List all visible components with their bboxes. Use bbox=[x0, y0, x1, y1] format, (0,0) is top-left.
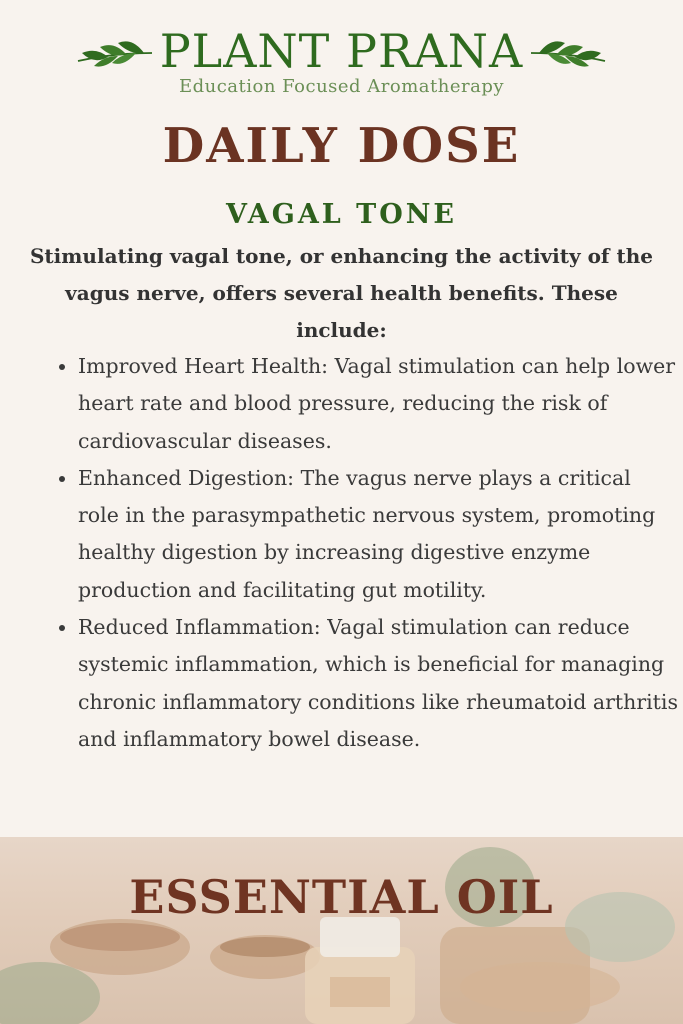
page-heading: DAILY DOSE bbox=[162, 118, 521, 174]
brand-name: PLANT PRANA bbox=[159, 24, 524, 78]
background-photo bbox=[0, 837, 683, 1024]
brand-row bbox=[0, 24, 683, 78]
leaf-branch-icon bbox=[74, 31, 154, 71]
intro-text: Stimulating vagal tone, or enhancing the activity of the vagus nerve, offers several health benefits. These include: bbox=[29, 244, 654, 342]
brand-tagline: Education Focused Aromatherapy bbox=[178, 76, 505, 97]
benefits-list bbox=[52, 348, 678, 758]
essential-oil-heading: ESSENTIAL OIL bbox=[129, 870, 554, 924]
leaf-branch-icon bbox=[529, 31, 609, 71]
brand-header bbox=[0, 24, 683, 97]
benefit-item: • Enhanced Digestion: The vagus nerve plays a critical role in the parasympathetic nervous system, promoting healthy digestion by increasing digestive enzyme production and facilitating gut motility. bbox=[78, 460, 678, 609]
topic-title: VAGAL TONE bbox=[225, 199, 458, 230]
benefit-item: • Improved Heart Health: Vagal stimulation can help lower heart rate and blood pressure, reducing the risk of cardiovascular diseases. bbox=[78, 348, 678, 460]
essential-oil-scene-image bbox=[0, 837, 683, 1024]
benefit-item: • Reduced Inflammation: Vagal stimulation can reduce systemic inflammation, which is beneficial for managing chronic inflammatory conditions like rheumatoid arthritis and inflammatory bowel disease. bbox=[78, 609, 678, 758]
